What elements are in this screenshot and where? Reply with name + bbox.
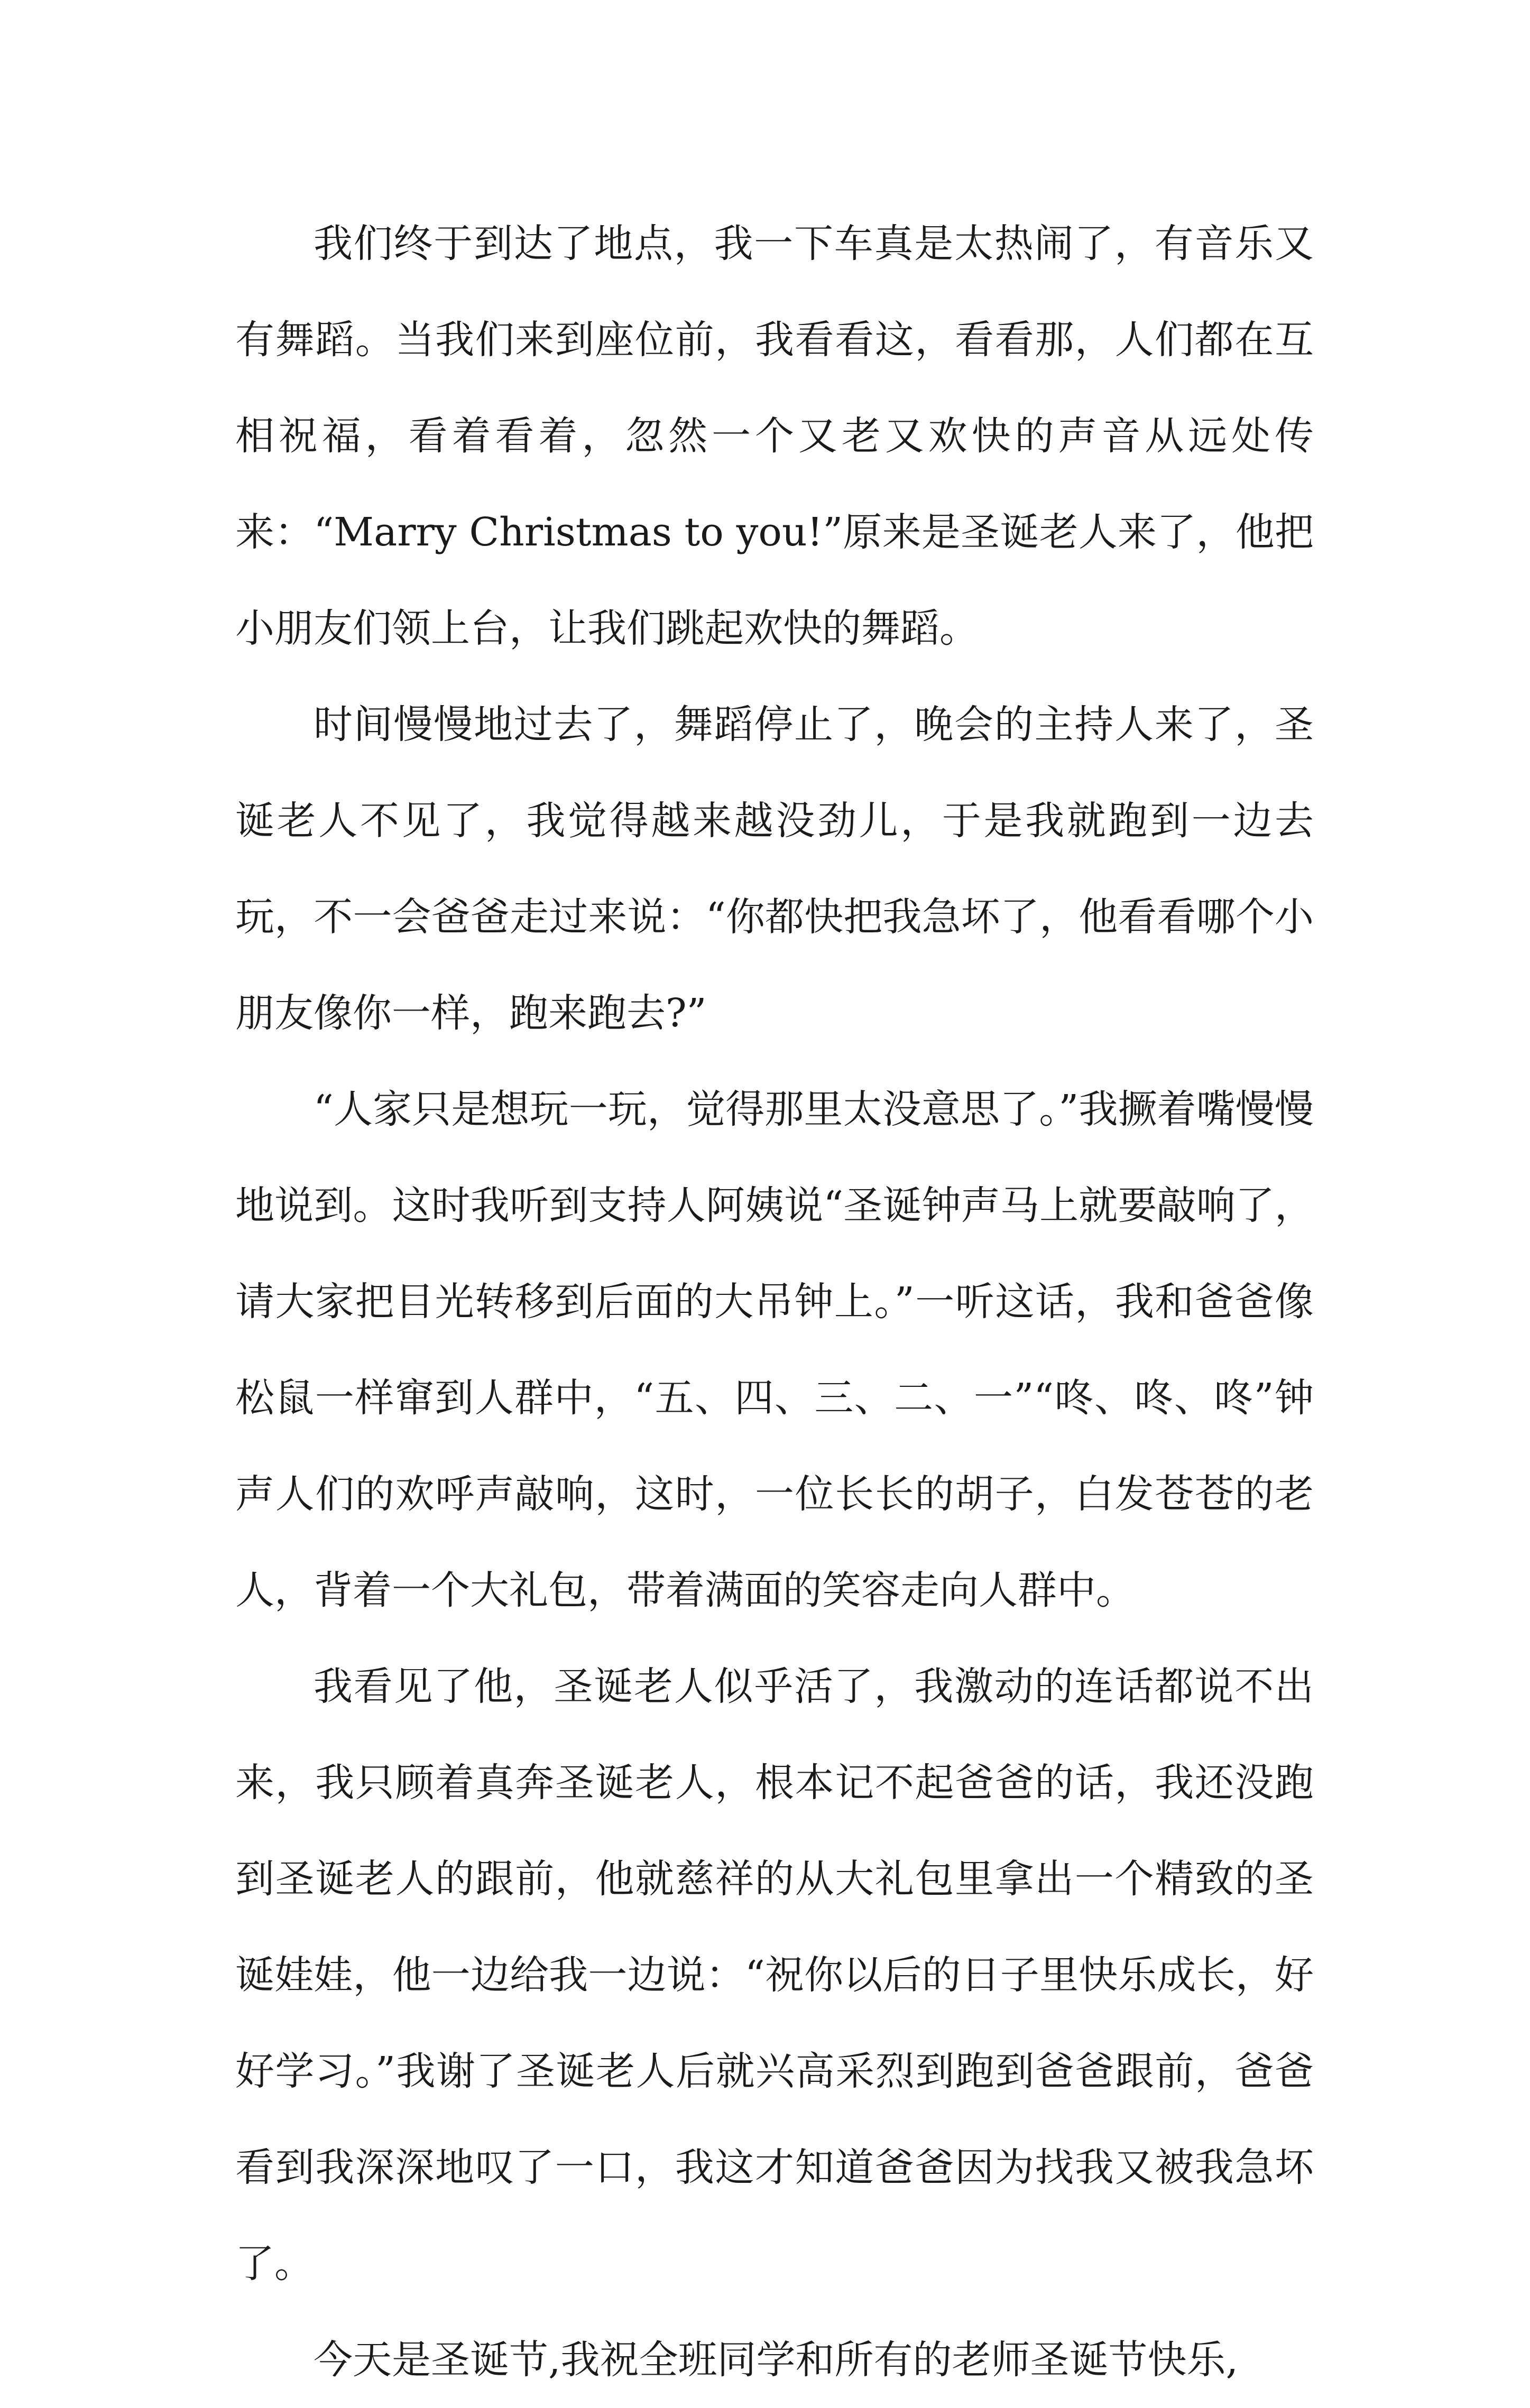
paragraph-wishes: 今天是圣诞节,我祝全班同学和所有的老师圣诞节快乐, [314, 2337, 1239, 2383]
article-body [235, 196, 1314, 2408]
paragraph-gift: 我看见了他，圣诞老人似乎活了，我激动的连话都说不出来，我只顾着真奔圣诞老人，根本记不起爸爸的话，我还没跑到圣诞老人的跟前，他就慈祥的从大礼包里拿出一个精致的圣诞娃娃，他一边给我一边说：“祝你以后的日子里快乐成长，好好学习。”我谢了圣诞老人后就兴高采烈到跑到爸爸跟前，爸爸看到我深深地叹了一口，我这才知道爸爸因为找我又被我急坏了。 [235, 1664, 1314, 2286]
paragraph-countdown: “人家只是想玩一玩，觉得那里太没意思了。”我撅着嘴慢慢地说到。这时我听到支持人阿姨说“圣诞钟声马上就要敲响了，请大家把目光转移到后面的大吊钟上。”一听这话，我和爸爸像松鼠一样窜到人群中，“五、四、三、二、一”“咚、咚、咚”钟声人们的欢呼声敲响，这时，一位长长的胡子，白发苍苍的老人，背着一个大礼包，带着满面的笑容走向人群中。 [235, 1087, 1314, 1613]
paragraph-arrival: 我们终于到达了地点，我一下车真是太热闹了，有音乐又有舞蹈。当我们来到座位前，我看看这，看看那，人们都在互相祝福，看着看着，忽然一个又老又欢快的声音从远处传来：“Marry Christmas to you!”原来是圣诞老人来了，他把小朋友们领上台，让我们跳起欢快的舞蹈。 [235, 221, 1314, 651]
paragraph-santa-gone: 时间慢慢地过去了，舞蹈停止了，晚会的主持人来了，圣诞老人不见了，我觉得越来越没劲儿，于是我就跑到一边去玩，不一会爸爸走过来说：“你都快把我急坏了，他看看哪个小朋友像你一样，跑来跑去?” [235, 702, 1314, 1036]
